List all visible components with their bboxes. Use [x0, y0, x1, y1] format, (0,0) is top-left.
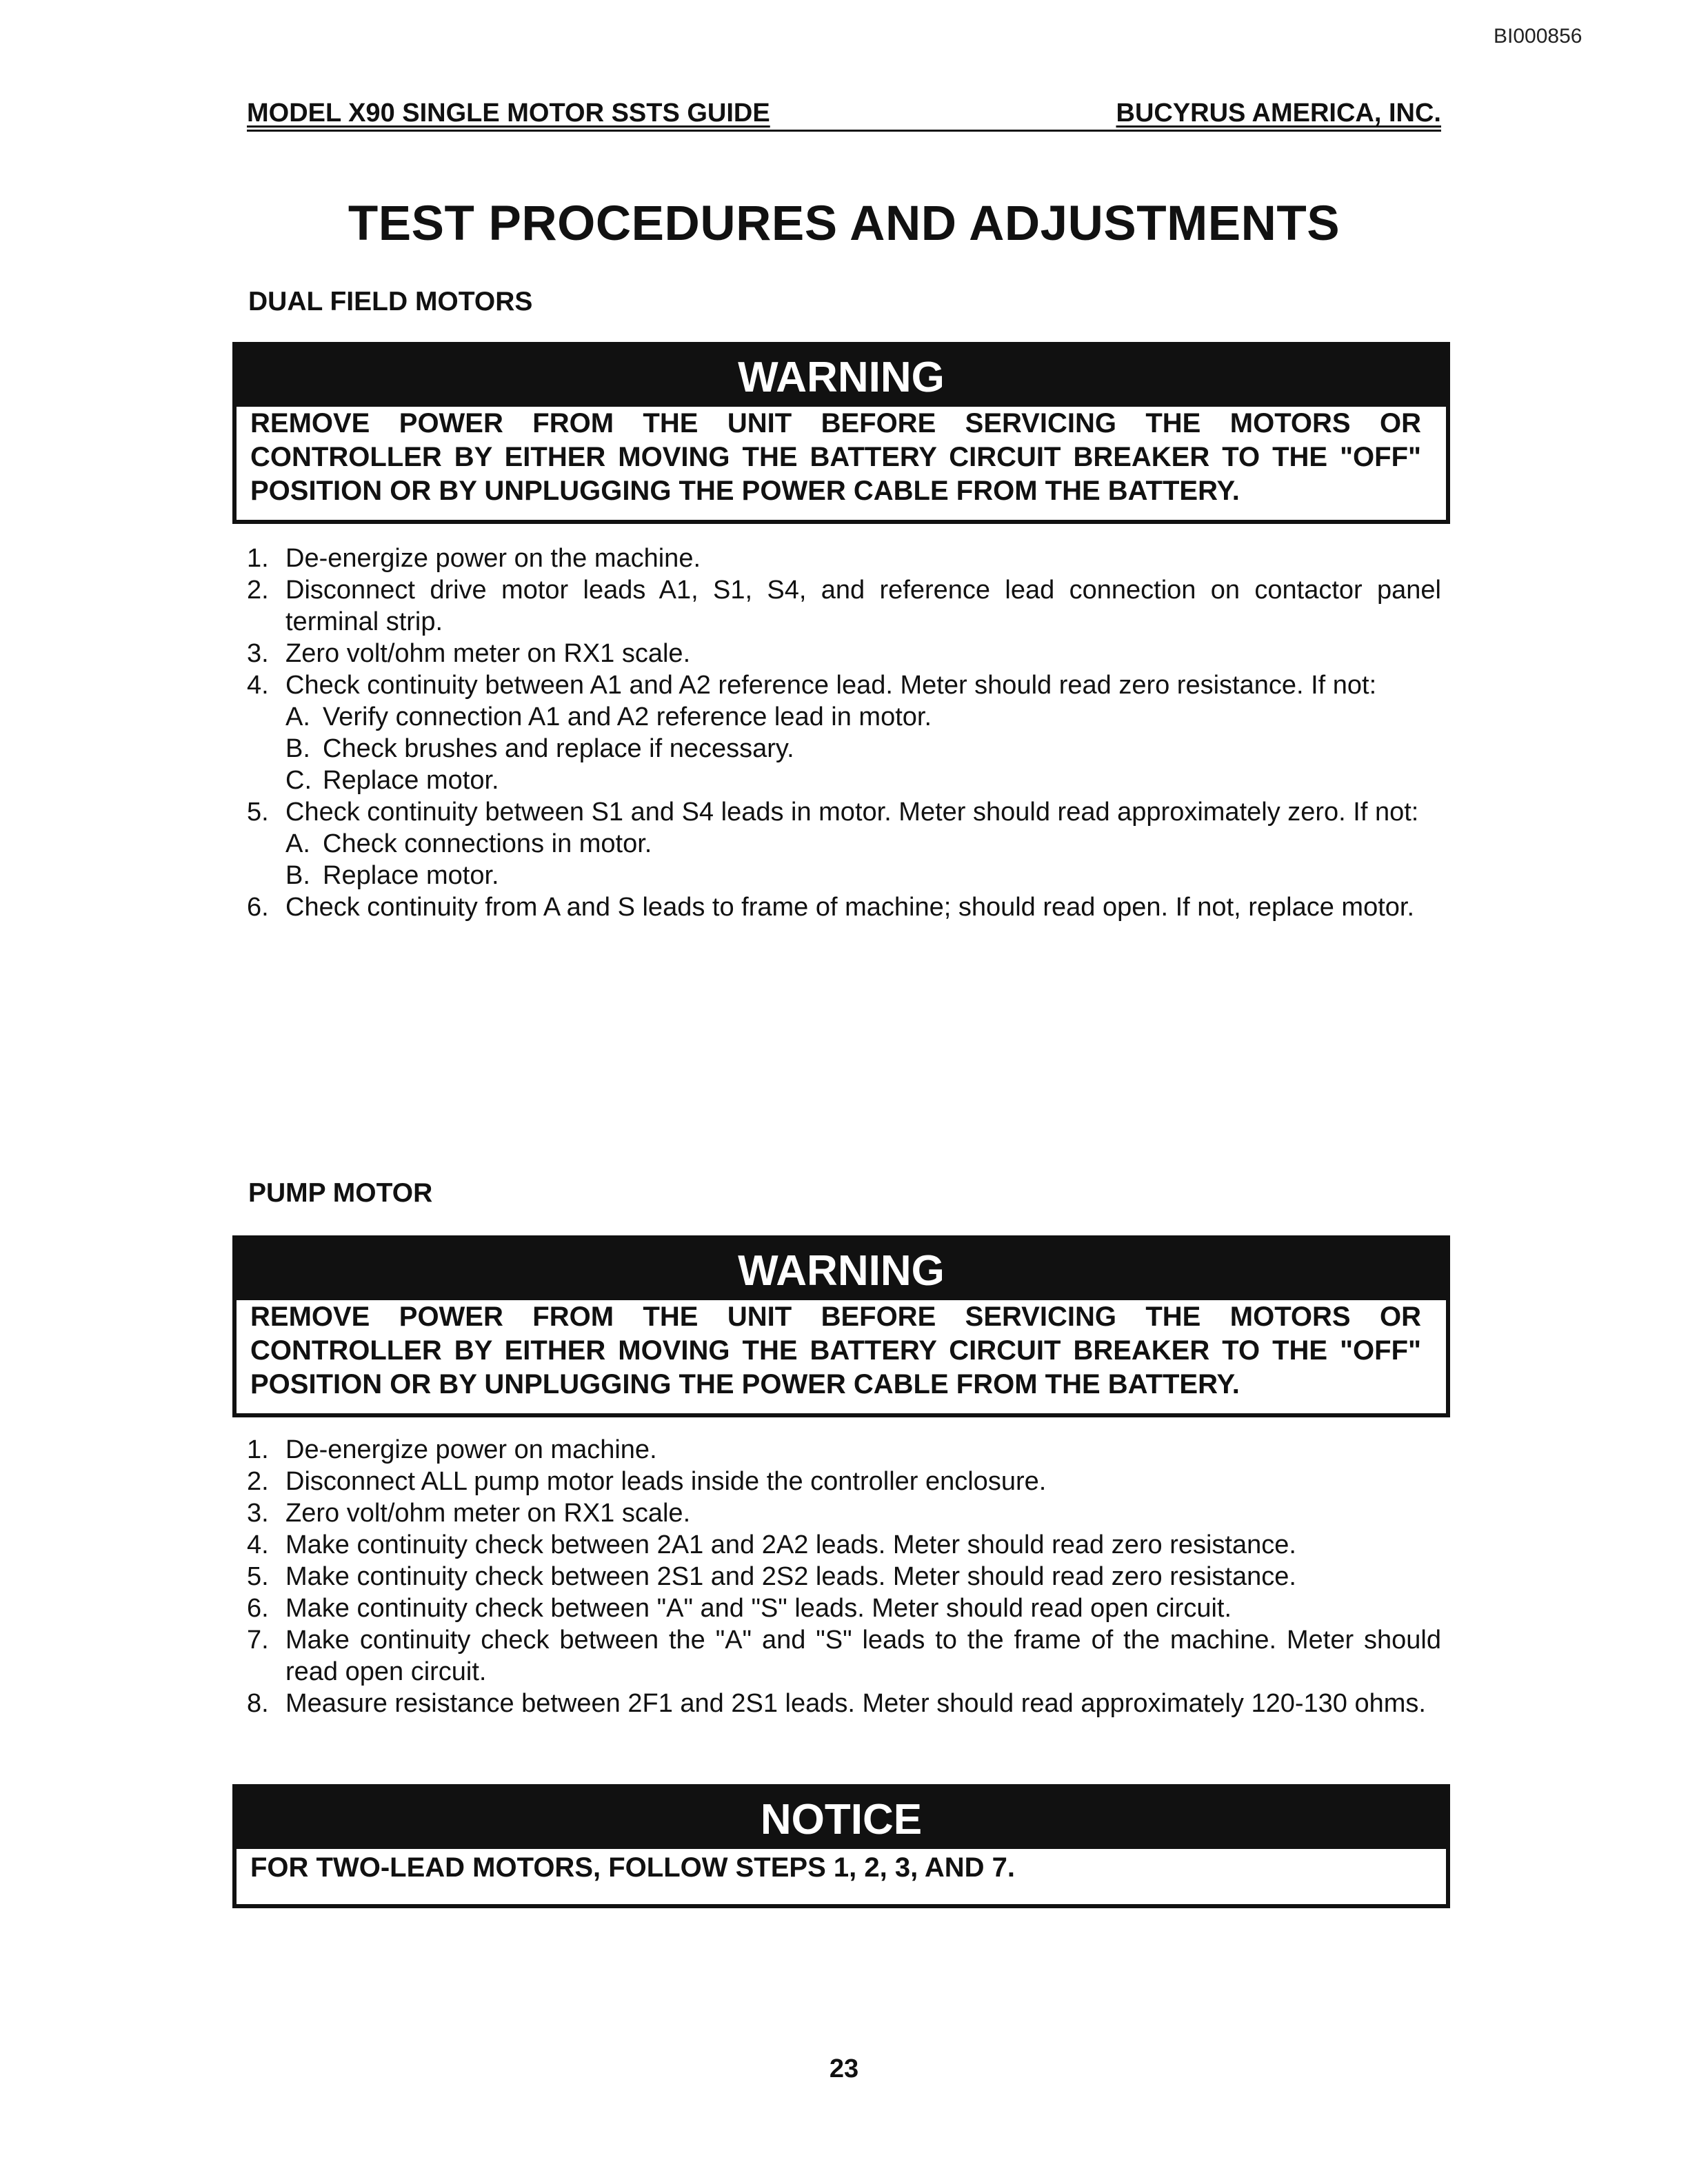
step-number: 4. [247, 1530, 269, 1559]
warning-box-pump-motor [232, 1235, 1450, 1417]
warning-title: WARNING [237, 346, 1446, 407]
step-text: Check continuity between A1 and A2 reference lead. Meter should read zero resistance. If not: [285, 671, 1377, 700]
step-text: Disconnect drive motor leads A1, S1, S4, and reference lead connection on contactor panel terminal strip. [285, 576, 1441, 636]
list-item [247, 574, 1441, 638]
list-item [247, 1466, 1441, 1497]
warning-box-dual-field [232, 342, 1450, 524]
header-company: BUCYRUS AMERICA, INC. [1116, 99, 1441, 128]
list-item [247, 543, 1441, 574]
step-text: De-energize power on the machine. [285, 544, 701, 573]
section-heading-pump-motor: PUMP MOTOR [248, 1178, 433, 1208]
step-number: 5. [247, 1562, 269, 1591]
list-item [247, 1434, 1441, 1466]
step-text: Check continuity between S1 and S4 leads in motor. Meter should read approximately zero. If not: [285, 798, 1419, 827]
list-item [247, 1497, 1441, 1529]
step-text: Zero volt/ohm meter on RX1 scale. [285, 639, 691, 668]
step-number: 7. [247, 1626, 269, 1655]
sub-step-letter: B. [285, 734, 310, 763]
step-text: De-energize power on machine. [285, 1435, 657, 1464]
list-item [285, 765, 1441, 796]
section-heading-dual-field: DUAL FIELD MOTORS [248, 287, 533, 316]
step-number: 1. [247, 544, 269, 573]
sub-step-letter: C. [285, 766, 312, 795]
list-item [247, 1561, 1441, 1593]
sub-steps-4 [285, 701, 1441, 796]
list-item [247, 1624, 1441, 1688]
sub-step-text: Check connections in motor. [323, 829, 652, 858]
list-item [247, 1593, 1441, 1624]
pump-motor-steps [247, 1434, 1441, 1719]
step-text: Zero volt/ohm meter on RX1 scale. [285, 1499, 691, 1528]
dual-field-steps [247, 543, 1441, 923]
step-text: Make continuity check between "A" and "S" leads. Meter should read open circuit. [285, 1594, 1232, 1623]
step-number: 8. [247, 1689, 269, 1718]
page-number: 23 [829, 2054, 859, 2083]
step-number: 4. [247, 671, 269, 700]
list-item [247, 1688, 1441, 1719]
sub-steps-5 [285, 828, 1441, 891]
step-number: 6. [247, 893, 269, 922]
list-item [285, 701, 1441, 733]
warning-title: WARNING [237, 1240, 1446, 1300]
list-item [247, 891, 1441, 923]
document-id: BI000856 [1494, 25, 1582, 48]
notice-box [232, 1784, 1450, 1908]
notice-title: NOTICE [237, 1788, 1446, 1849]
list-item [247, 638, 1441, 669]
header-guide-title: MODEL X90 SINGLE MOTOR SSTS GUIDE [247, 99, 770, 128]
notice-text: FOR TWO-LEAD MOTORS, FOLLOW STEPS 1, 2, 3, AND 7. [250, 1852, 1015, 1883]
step-number: 2. [247, 1467, 269, 1496]
sub-step-letter: B. [285, 861, 310, 890]
list-item [285, 828, 1441, 860]
step-number: 3. [247, 639, 269, 668]
sub-step-text: Replace motor. [323, 861, 499, 890]
list-item [285, 860, 1441, 891]
list-item [247, 669, 1441, 796]
list-item [247, 1529, 1441, 1561]
step-number: 1. [247, 1435, 269, 1464]
step-number: 6. [247, 1594, 269, 1623]
step-text: Make continuity check between the "A" and "S" leads to the frame of the machine. Meter should read open circuit. [285, 1626, 1441, 1686]
step-number: 5. [247, 798, 269, 827]
warning-text: REMOVE POWER FROM THE UNIT BEFORE SERVICING THE MOTORS OR CONTROLLER BY EITHER MOVING THE BATTERY CIRCUIT BREAKER TO THE "OFF" POSITION OR BY UNPLUGGING THE POWER CABLE FROM THE BATTERY. [250, 408, 1421, 506]
page-title: TEST PROCEDURES AND ADJUSTMENTS [348, 196, 1340, 251]
step-text: Disconnect ALL pump motor leads inside the controller enclosure. [285, 1467, 1047, 1496]
page-header [247, 99, 1441, 132]
sub-step-text: Replace motor. [323, 766, 499, 795]
step-text: Make continuity check between 2A1 and 2A2 leads. Meter should read zero resistance. [285, 1530, 1296, 1559]
sub-step-letter: A. [285, 702, 310, 731]
list-item [247, 796, 1441, 891]
step-number: 3. [247, 1499, 269, 1528]
step-number: 2. [247, 576, 269, 605]
warning-text: REMOVE POWER FROM THE UNIT BEFORE SERVICING THE MOTORS OR CONTROLLER BY EITHER MOVING THE BATTERY CIRCUIT BREAKER TO THE "OFF" POSITION OR BY UNPLUGGING THE POWER CABLE FROM THE BATTERY. [250, 1302, 1421, 1399]
step-text: Measure resistance between 2F1 and 2S1 leads. Meter should read approximately 120-130 ohms. [285, 1689, 1426, 1718]
step-text: Check continuity from A and S leads to frame of machine; should read open. If not, replace motor. [285, 893, 1415, 922]
step-text: Make continuity check between 2S1 and 2S2 leads. Meter should read zero resistance. [285, 1562, 1296, 1591]
sub-step-text: Verify connection A1 and A2 reference lead in motor. [323, 702, 932, 731]
sub-step-text: Check brushes and replace if necessary. [323, 734, 794, 763]
list-item [285, 733, 1441, 765]
sub-step-letter: A. [285, 829, 310, 858]
